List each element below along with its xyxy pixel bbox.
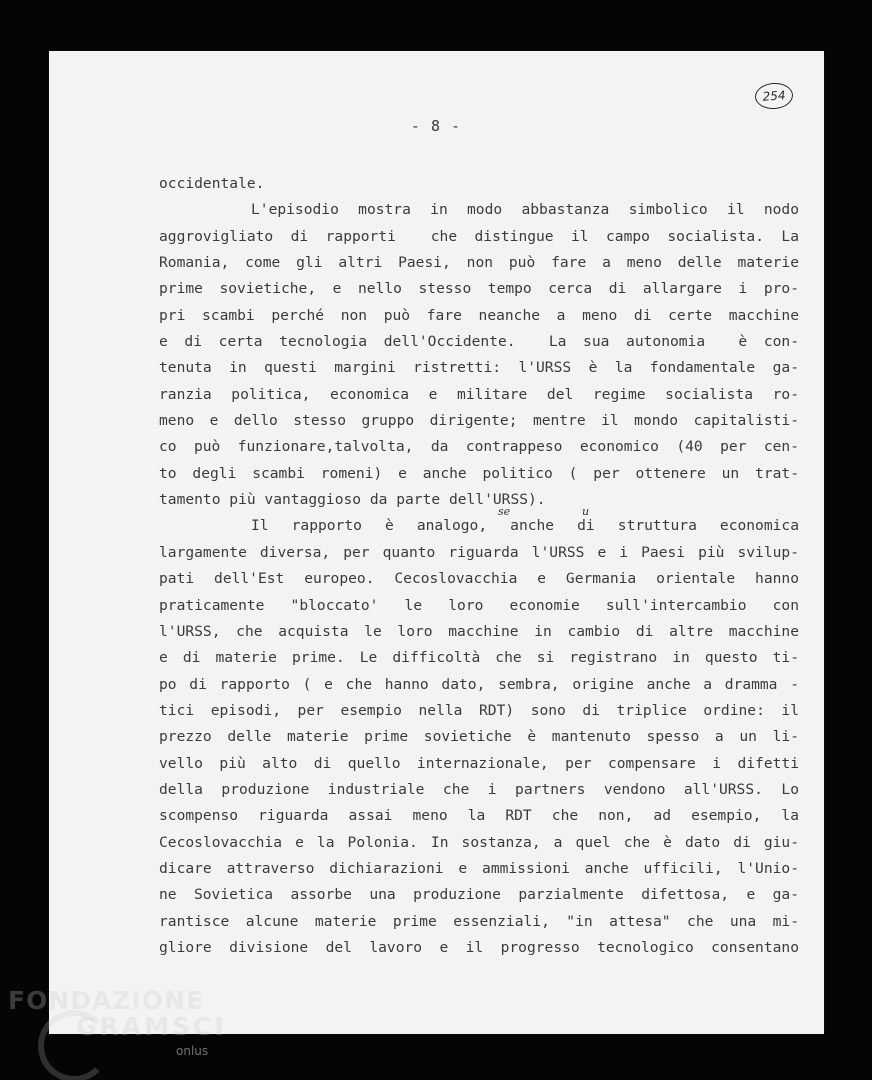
watermark-line-2: GRAMSCI xyxy=(76,1012,227,1041)
watermark-logo xyxy=(8,986,227,1058)
text-line: largamente diversa, per quanto riguarda l'URSS e i Paesi più svilup- xyxy=(159,543,799,561)
folio-number: 254 xyxy=(754,82,794,111)
text-line: prezzo delle materie prime sovietiche è mantenuto spesso a un li- xyxy=(159,728,799,746)
text-line: dicare attraverso dichiarazioni e ammissioni anche ufficili, l'Unio- xyxy=(159,859,799,877)
text-line: ne Sovietica assorbe una produzione parzialmente difettosa, e ga- xyxy=(159,886,799,904)
text-line: ranzia politica, economica e militare del regime socialista ro- xyxy=(159,385,799,403)
text-line: pati dell'Est europeo. Cecoslovacchia e Germania orientale hanno xyxy=(159,570,799,588)
text-line: tici episodi, per esempio nella RDT) sono di triplice ordine: il xyxy=(159,701,799,719)
text-line: L'episodio mostra in modo abbastanza simbolico il nodo xyxy=(251,201,799,219)
text-line: gliore divisione del lavoro e il progresso tecnologico consentano xyxy=(159,938,799,956)
text-line: scompenso riguarda assai meno la RDT che non, ad esempio, la xyxy=(159,807,799,825)
text-line: e di certa tecnologia dell'Occidente. La sua autonomia è con- xyxy=(159,333,799,351)
text-line: Il rapporto è analogo, anche di struttura economica xyxy=(251,517,799,535)
text-line: vello più alto di quello internazionale, per compensare i difetti xyxy=(159,754,799,772)
logo-swirl-icon xyxy=(38,1010,110,1080)
text-line: po di rapporto ( e che hanno dato, sembra, origine anche a dramma - xyxy=(159,675,799,693)
handwritten-insert-se: se xyxy=(498,505,511,518)
text-line: tenuta in questi margini ristretti: l'URSS è la fondamentale ga- xyxy=(159,359,799,377)
text-line: tamento più vantaggioso da parte dell'URSS). xyxy=(159,491,546,509)
text-line: meno e dello stesso gruppo dirigente; mentre il mondo capitalisti- xyxy=(159,412,799,430)
text-line: praticamente "bloccato' le loro economie sull'intercambio con xyxy=(159,596,799,614)
text-line: Romania, come gli altri Paesi, non può fare a meno delle materie xyxy=(159,254,799,272)
text-line: prime sovietiche, e nello stesso tempo cerca di allargare i pro- xyxy=(159,280,799,298)
watermark-line-3: onlus xyxy=(176,1044,209,1058)
body-text xyxy=(159,171,799,961)
text-line: co può funzionare,talvolta, da contrappeso economico (40 per cen- xyxy=(159,438,799,456)
text-line: to degli scambi romeni) e anche politico ( per ottenere un trat- xyxy=(159,464,799,482)
text-line: rantisce alcune materie prime essenziali, "in attesa" che una mi- xyxy=(159,912,799,930)
text-line: l'URSS, che acquista le loro macchine in cambio di altre macchine xyxy=(159,622,799,640)
handwritten-insert-u: u xyxy=(582,505,590,518)
watermark-line-1: FONDAZIONE xyxy=(8,986,205,1015)
text-line: pri scambi perché non può fare neanche a meno di certe macchine xyxy=(159,306,799,324)
text-line: aggrovigliato di rapporti che distingue il campo socialista. La xyxy=(159,227,799,245)
text-line: della produzione industriale che i partners vendono all'URSS. Lo xyxy=(159,780,799,798)
page-number: - 8 - xyxy=(410,117,462,135)
text-line: Cecoslovacchia e la Polonia. In sostanza, a quel che è dato di giu- xyxy=(159,833,799,851)
text-line: e di materie prime. Le difficoltà che si registrano in questo ti- xyxy=(159,649,799,667)
text-line: occidentale. xyxy=(159,175,265,192)
